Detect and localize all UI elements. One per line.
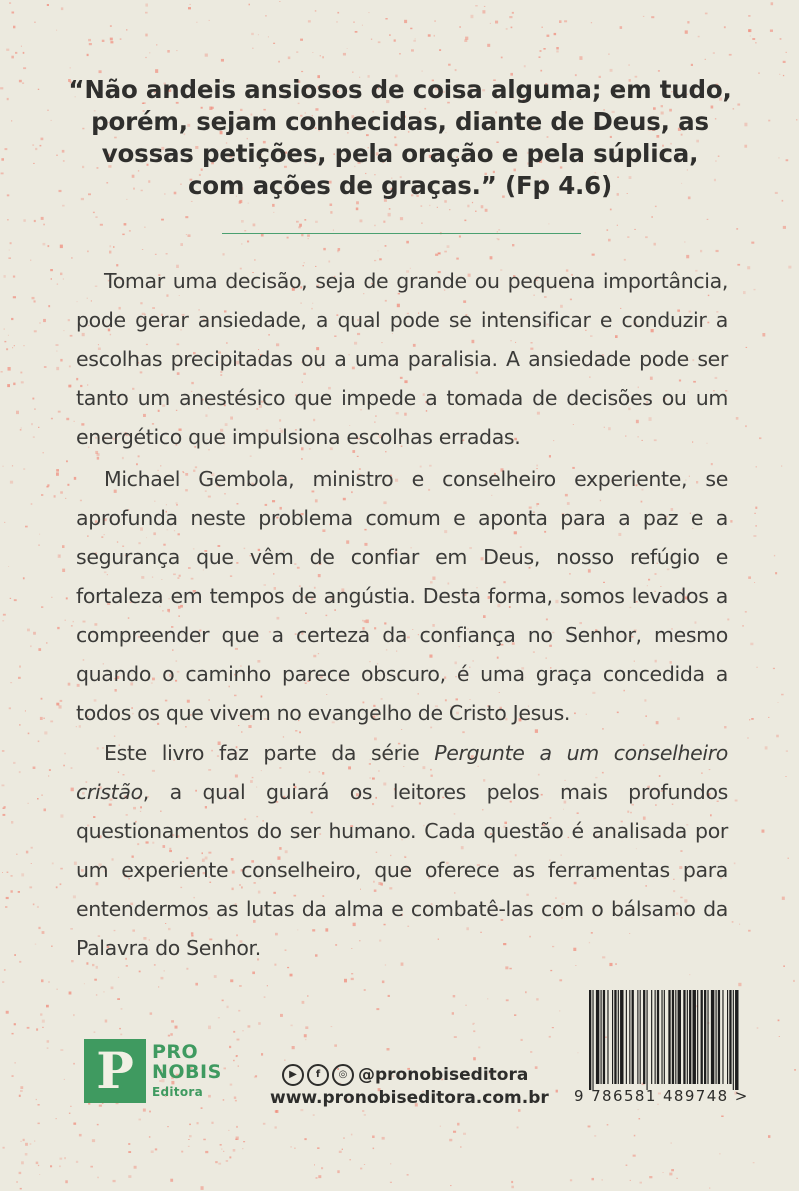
paragraph-text: Tomar uma decisão, seja de grande ou pequena importância, pode gerar ansiedade, a qual pode se intensificar e conduzir a escolhas precipitadas ou a uma paralisia. A ansiedade pode ser tanto um anestésico que impede a tomada de decisões ou um energético que impulsiona escolhas erradas.	[76, 269, 728, 449]
paragraph-text	[76, 734, 728, 968]
social-handle[interactable]: @pronobiseditora	[358, 1065, 529, 1085]
series-title: Pergunte a um conselheiro cristão	[76, 741, 728, 804]
description-paragraph-3	[76, 734, 728, 968]
logo-text-pro: PRO	[152, 1041, 199, 1063]
paragraph-text-end: , a qual guiará os leitores pelos mais profundos questionamentos do ser humano. Cada questão é analisada por um experiente conselheiro, que oferece as ferramentas para entendermos as lutas da alma e combatê-las com o bálsamo da Palavra do Senhor.	[76, 780, 728, 960]
divider-line	[222, 233, 581, 234]
youtube-icon[interactable]: ▶	[282, 1064, 304, 1086]
isbn-number: 9 786581 489748 >	[574, 1087, 749, 1105]
instagram-icon[interactable]: ◎	[332, 1064, 354, 1086]
description-paragraph-2	[76, 460, 728, 733]
logo-text-nobis: NOBIS	[152, 1061, 222, 1083]
publisher-logo	[84, 1039, 222, 1103]
bible-quote	[60, 74, 740, 202]
paragraph-text: Michael Gembola, ministro e conselheiro experiente, se aprofunda neste problema comum e aponta para a paz e a segurança que vêm de confiar em Deus, nosso refúgio e fortaleza em tempos de angústia. Desta forma, somos levados a compreender que a certeza da confiança no Senhor, mesmo quando o caminho parece obscuro, é uma graça concedida a todos os que vivem no evangelho de Cristo Jesus.	[76, 467, 728, 725]
quote-line: vossas petições, pela oração e pela súplica,	[101, 139, 699, 168]
social-links	[282, 1063, 528, 1087]
logo-mark: P	[84, 1039, 146, 1103]
quote-line: porém, sejam conhecidas, diante de Deus, as	[91, 107, 709, 136]
website-link[interactable]: www.pronobiseditora.com.br	[270, 1088, 549, 1108]
barcode-bars	[587, 988, 739, 1092]
logo-text-editora: Editora	[152, 1085, 203, 1099]
description-paragraph-1	[76, 262, 728, 457]
quote-line: com ações de graças.” (Fp 4.6)	[187, 171, 613, 200]
barcode	[587, 988, 739, 1092]
facebook-icon[interactable]: f	[307, 1064, 329, 1086]
paragraph-text-start: Este livro faz parte da série	[104, 741, 435, 765]
quote-line: “Não andeis ansiosos de coisa alguma; em tudo,	[68, 75, 732, 104]
